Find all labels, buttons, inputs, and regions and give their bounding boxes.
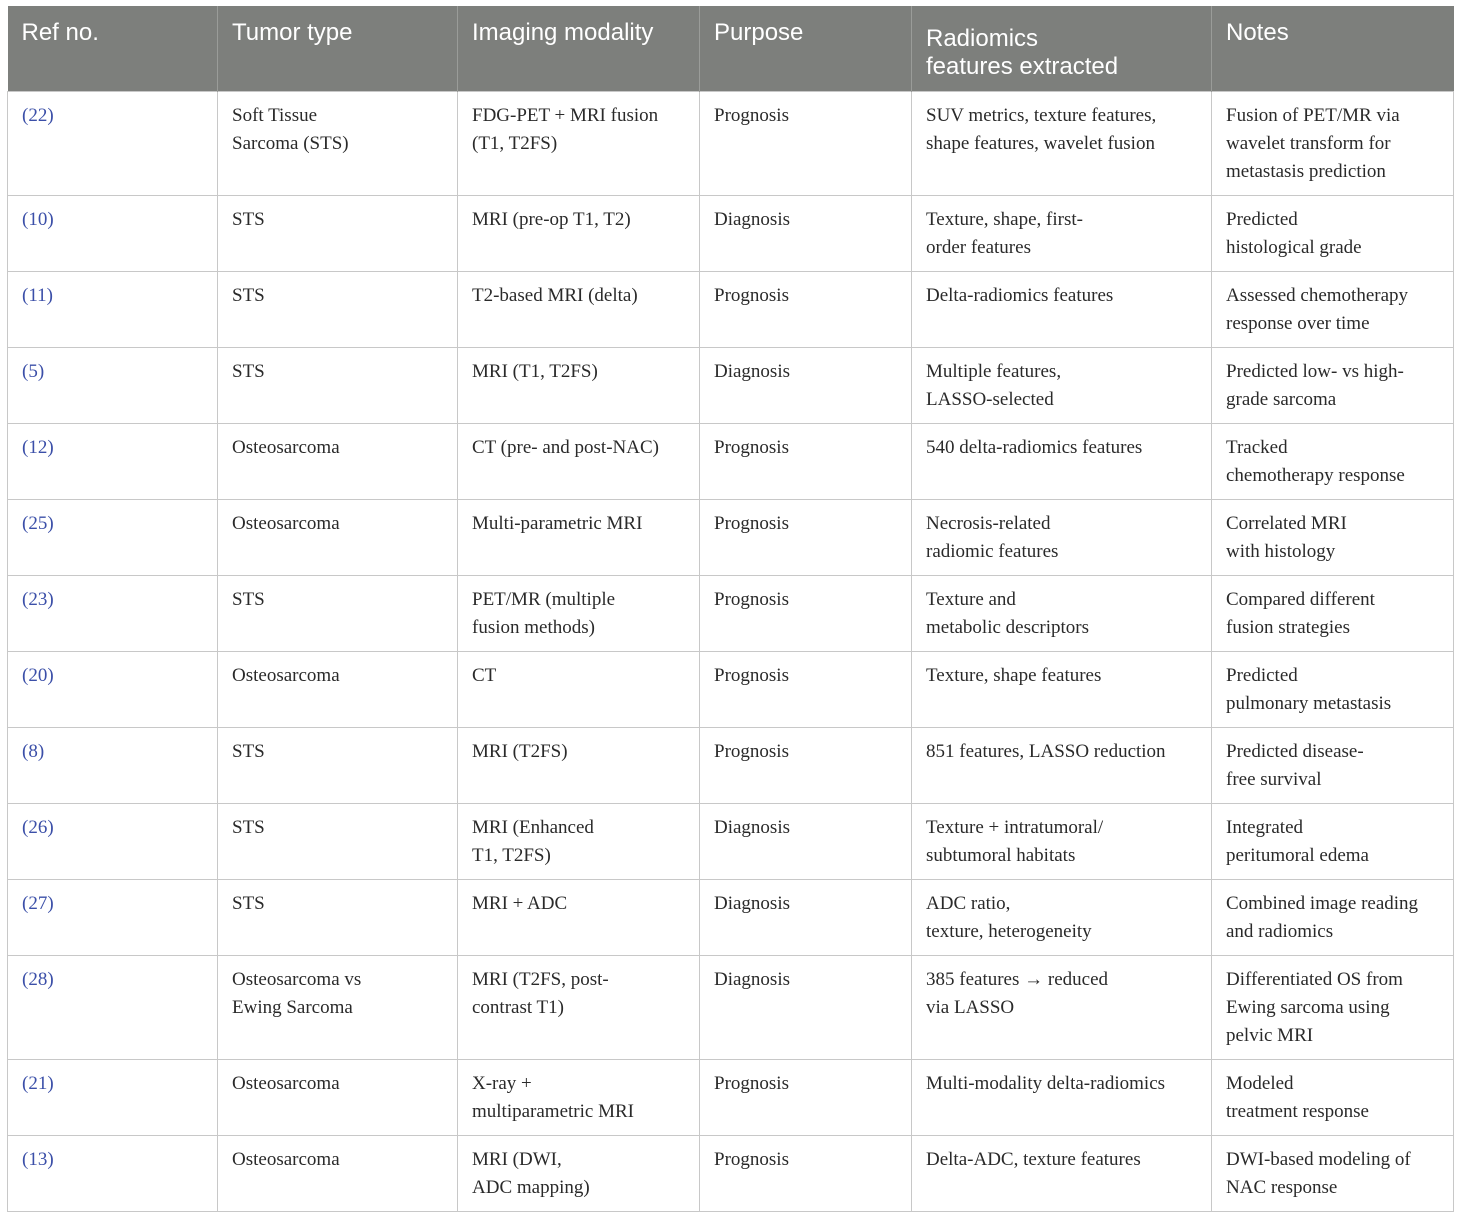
- cell-tumor-type: Osteosarcoma: [218, 1136, 458, 1212]
- cell-tumor-type: STS: [218, 348, 458, 424]
- ref-link[interactable]: (23): [8, 576, 218, 652]
- cell-radiomics-features: ADC ratio, texture, heterogeneity: [912, 880, 1212, 956]
- cell-radiomics-features: 540 delta-radiomics features: [912, 424, 1212, 500]
- cell-imaging-modality: Multi-parametric MRI: [458, 500, 700, 576]
- cell-radiomics-features: Texture, shape features: [912, 652, 1212, 728]
- cell-notes: Compared different fusion strategies: [1212, 576, 1454, 652]
- cell-tumor-type: STS: [218, 804, 458, 880]
- ref-link[interactable]: (26): [8, 804, 218, 880]
- header-tumor-type: Tumor type: [218, 6, 458, 92]
- cell-imaging-modality: PET/MR (multiple fusion methods): [458, 576, 700, 652]
- cell-notes: DWI-based modeling of NAC response: [1212, 1136, 1454, 1212]
- cell-imaging-modality: CT: [458, 652, 700, 728]
- table-row: [8, 1136, 1454, 1212]
- cell-purpose: Prognosis: [700, 92, 912, 196]
- radiomics-table-container: [7, 6, 1453, 1212]
- cell-radiomics-features: Texture + intratumoral/ subtumoral habitats: [912, 804, 1212, 880]
- cell-notes: Combined image reading and radiomics: [1212, 880, 1454, 956]
- cell-radiomics-features: SUV metrics, texture features, shape features, wavelet fusion: [912, 92, 1212, 196]
- cell-notes: Predicted histological grade: [1212, 196, 1454, 272]
- cell-imaging-modality: X-ray + multiparametric MRI: [458, 1060, 700, 1136]
- cell-imaging-modality: MRI (DWI, ADC mapping): [458, 1136, 700, 1212]
- radiomics-studies-table: [7, 6, 1454, 1212]
- table-row: [8, 500, 1454, 576]
- cell-radiomics-features: Delta-radiomics features: [912, 272, 1212, 348]
- cell-purpose: Prognosis: [700, 576, 912, 652]
- cell-notes: Correlated MRI with histology: [1212, 500, 1454, 576]
- cell-tumor-type: Soft Tissue Sarcoma (STS): [218, 92, 458, 196]
- cell-purpose: Prognosis: [700, 1136, 912, 1212]
- cell-notes: Modeled treatment response: [1212, 1060, 1454, 1136]
- table-row: [8, 92, 1454, 196]
- table-row: [8, 804, 1454, 880]
- table-row: [8, 424, 1454, 500]
- cell-imaging-modality: MRI (Enhanced T1, T2FS): [458, 804, 700, 880]
- ref-link[interactable]: (13): [8, 1136, 218, 1212]
- cell-purpose: Diagnosis: [700, 956, 912, 1060]
- cell-radiomics-features: Texture and metabolic descriptors: [912, 576, 1212, 652]
- cell-radiomics-features: Multiple features, LASSO-selected: [912, 348, 1212, 424]
- ref-link[interactable]: (25): [8, 500, 218, 576]
- cell-radiomics-features: Multi-modality delta-radiomics: [912, 1060, 1212, 1136]
- table-row: [8, 576, 1454, 652]
- header-notes: Notes: [1212, 6, 1454, 92]
- table-header-row: [8, 6, 1454, 92]
- cell-purpose: Prognosis: [700, 728, 912, 804]
- ref-link[interactable]: (8): [8, 728, 218, 804]
- table-row: [8, 956, 1454, 1060]
- ref-link[interactable]: (12): [8, 424, 218, 500]
- table-row: [8, 880, 1454, 956]
- cell-notes: Predicted disease- free survival: [1212, 728, 1454, 804]
- header-imaging-modality: Imaging modality: [458, 6, 700, 92]
- cell-tumor-type: Osteosarcoma: [218, 424, 458, 500]
- cell-imaging-modality: MRI + ADC: [458, 880, 700, 956]
- cell-imaging-modality: MRI (T2FS, post- contrast T1): [458, 956, 700, 1060]
- cell-radiomics-features: 385 features → reduced via LASSO: [912, 956, 1212, 1060]
- header-radiomics-features: Radiomics features extracted: [912, 6, 1212, 92]
- cell-purpose: Prognosis: [700, 652, 912, 728]
- table-row: [8, 196, 1454, 272]
- table-row: [8, 652, 1454, 728]
- ref-link[interactable]: (11): [8, 272, 218, 348]
- cell-notes: Predicted pulmonary metastasis: [1212, 652, 1454, 728]
- cell-purpose: Prognosis: [700, 500, 912, 576]
- cell-tumor-type: Osteosarcoma vs Ewing Sarcoma: [218, 956, 458, 1060]
- cell-purpose: Diagnosis: [700, 196, 912, 272]
- ref-link[interactable]: (21): [8, 1060, 218, 1136]
- cell-imaging-modality: MRI (T2FS): [458, 728, 700, 804]
- cell-purpose: Diagnosis: [700, 348, 912, 424]
- table-row: [8, 1060, 1454, 1136]
- ref-link[interactable]: (10): [8, 196, 218, 272]
- table-row: [8, 728, 1454, 804]
- cell-notes: Tracked chemotherapy response: [1212, 424, 1454, 500]
- cell-purpose: Prognosis: [700, 424, 912, 500]
- cell-notes: Predicted low- vs high- grade sarcoma: [1212, 348, 1454, 424]
- cell-imaging-modality: FDG-PET + MRI fusion (T1, T2FS): [458, 92, 700, 196]
- header-ref-no: Ref no.: [8, 6, 218, 92]
- table-row: [8, 348, 1454, 424]
- cell-imaging-modality: MRI (pre-op T1, T2): [458, 196, 700, 272]
- header-purpose: Purpose: [700, 6, 912, 92]
- cell-purpose: Prognosis: [700, 1060, 912, 1136]
- ref-link[interactable]: (22): [8, 92, 218, 196]
- cell-notes: Integrated peritumoral edema: [1212, 804, 1454, 880]
- cell-tumor-type: STS: [218, 880, 458, 956]
- cell-tumor-type: Osteosarcoma: [218, 652, 458, 728]
- cell-notes: Fusion of PET/MR via wavelet transform for metastasis prediction: [1212, 92, 1454, 196]
- cell-radiomics-features: Texture, shape, first- order features: [912, 196, 1212, 272]
- ref-link[interactable]: (5): [8, 348, 218, 424]
- cell-tumor-type: STS: [218, 728, 458, 804]
- cell-radiomics-features: Delta-ADC, texture features: [912, 1136, 1212, 1212]
- cell-notes: Assessed chemotherapy response over time: [1212, 272, 1454, 348]
- cell-tumor-type: STS: [218, 272, 458, 348]
- cell-purpose: Diagnosis: [700, 880, 912, 956]
- cell-tumor-type: STS: [218, 196, 458, 272]
- cell-imaging-modality: MRI (T1, T2FS): [458, 348, 700, 424]
- cell-notes: Differentiated OS from Ewing sarcoma using pelvic MRI: [1212, 956, 1454, 1060]
- cell-purpose: Diagnosis: [700, 804, 912, 880]
- cell-radiomics-features: Necrosis-related radiomic features: [912, 500, 1212, 576]
- cell-imaging-modality: T2-based MRI (delta): [458, 272, 700, 348]
- cell-imaging-modality: CT (pre- and post-NAC): [458, 424, 700, 500]
- cell-tumor-type: Osteosarcoma: [218, 1060, 458, 1136]
- cell-purpose: Prognosis: [700, 272, 912, 348]
- ref-link[interactable]: (27): [8, 880, 218, 956]
- ref-link[interactable]: (28): [8, 956, 218, 1060]
- cell-tumor-type: Osteosarcoma: [218, 500, 458, 576]
- ref-link[interactable]: (20): [8, 652, 218, 728]
- cell-radiomics-features: 851 features, LASSO reduction: [912, 728, 1212, 804]
- table-body: [8, 92, 1454, 1212]
- cell-tumor-type: STS: [218, 576, 458, 652]
- table-row: [8, 272, 1454, 348]
